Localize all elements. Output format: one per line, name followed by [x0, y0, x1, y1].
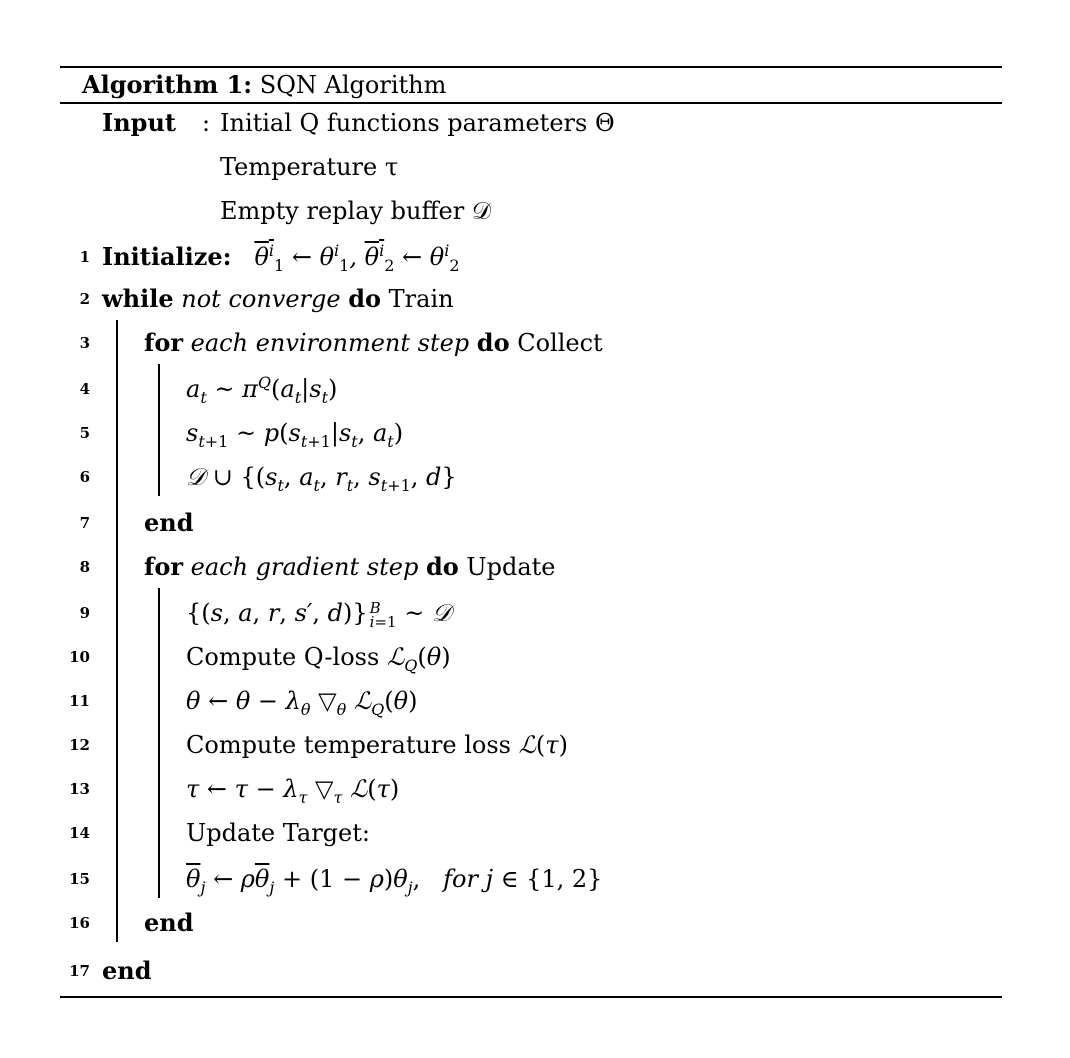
algorithm-line: for each gradient step do Update — [144, 552, 556, 581]
line-number: 4 — [79, 380, 90, 398]
line-number: 11 — [69, 692, 90, 710]
input-colon: : — [202, 109, 211, 137]
line-number: 1 — [79, 248, 90, 266]
line-number: 9 — [79, 604, 90, 622]
line-number: 6 — [79, 468, 90, 486]
algorithm-title — [82, 70, 446, 100]
algorithm-line: end — [144, 508, 194, 537]
line-number: 17 — [69, 962, 90, 980]
algorithm-line: Update Target: — [186, 819, 370, 847]
line-number: 5 — [79, 424, 90, 442]
algorithm-label: Algorithm 1: — [82, 70, 253, 99]
line-number: 16 — [69, 914, 90, 932]
algorithm-line: Compute Q-loss ℒ$_Q$(θ) — [186, 643, 451, 675]
line-number: 12 — [69, 736, 90, 754]
algorithm-line: τ ← $\tau - \lambda_\tau$ $▽_\tau$ ℒ(τ) — [186, 775, 400, 807]
algorithm-name: SQN Algorithm — [259, 71, 447, 99]
line-number: 14 — [69, 824, 90, 842]
algorithm-line: end — [144, 908, 194, 937]
line-number: 2 — [79, 290, 90, 308]
algorithm-line: $\overline{\theta}_j$ ← $\rho\overline{\theta}_j + (1 - \rho)\theta_j$, for j ∈ {1, 2} — [186, 865, 603, 897]
line-number: 13 — [69, 780, 90, 798]
line-number: 15 — [69, 870, 90, 888]
algorithm-line: $s_{t+1}$ ~ $p(s_{t+1}|s_t$, $a_t$) — [186, 419, 404, 451]
input-item: Empty replay buffer 𝒟 — [220, 197, 492, 225]
top-rule — [60, 66, 1002, 68]
while-scope-bar — [116, 320, 118, 942]
line-number: 10 — [69, 648, 90, 666]
line-number: 7 — [79, 514, 90, 532]
title-rule — [60, 102, 1002, 104]
input-keyword: Input — [102, 108, 176, 137]
algorithm-line: for each environment step do Collect — [144, 328, 603, 357]
algorithm-line: end — [102, 956, 152, 985]
input-line-1 — [102, 108, 176, 138]
for-collect-scope-bar — [158, 364, 160, 496]
algorithm-line: θ ← $\theta - \lambda_\theta$ $▽_\theta$ ℒ$_Q$(θ) — [186, 687, 418, 719]
algorithm-line: while not converge do Train — [102, 284, 454, 313]
line-number: 8 — [79, 558, 90, 576]
for-update-scope-bar — [158, 588, 160, 898]
algorithm-line: Initialize: $\theta^i_1$ ← $\theta^i_1$, $\theta^i_2$ ← $\theta^i_2$ — [102, 241, 460, 275]
algorithm-line: Compute temperature loss ℒ(τ) — [186, 731, 568, 759]
algorithm-line: $a_t$ ~ $\pi^Q(a_t|s_t)$ — [186, 373, 338, 407]
input-item: Initial Q functions parameters Θ — [220, 109, 615, 137]
bottom-rule — [60, 996, 1002, 998]
input-item: Temperature τ — [220, 153, 399, 181]
algorithm-line: {(s, a, r, s′, d)} B i=1 ~ 𝒟 — [186, 598, 452, 631]
algorithm-line: 𝒟 ∪ {($s_t$, $a_t$, $r_t$, $s_{t+1}$, d} — [186, 463, 457, 495]
line-number: 3 — [79, 334, 90, 352]
